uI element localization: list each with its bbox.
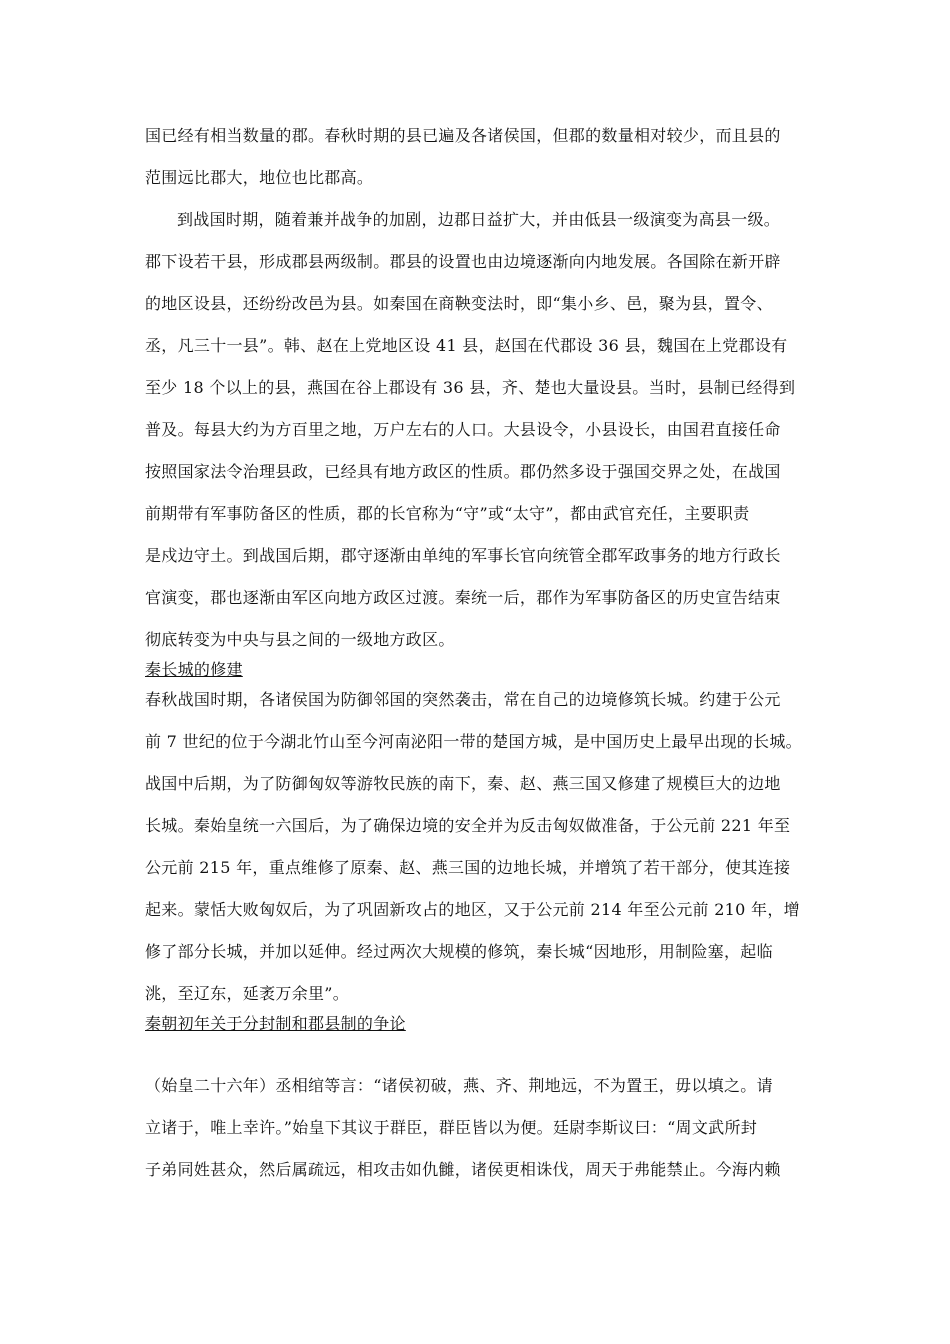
paragraph-line: （始皇二十六年）丞相绾等言：“诸侯初破，燕、齐、荆地远，不为置王，毋以填之。请 <box>145 1076 773 1095</box>
paragraph-line: 范围远比郡大，地位也比郡高。 <box>145 168 374 187</box>
section-heading: 秦长城的修建 <box>145 660 243 679</box>
paragraph-line: 的地区设县，还纷纷改邑为县。如秦国在商鞅变法时，即“集小乡、邑，聚为县，置令、 <box>145 294 773 313</box>
paragraph-line: 普及。每县大约为方百里之地，万户左右的人口。大县设令，小县设长，由国君直接任命 <box>145 420 781 439</box>
paragraph-line: 按照国家法令治理县政，已经具有地方政区的性质。郡仍然多设于强国交界之处，在战国 <box>145 462 781 481</box>
paragraph-line: 彻底转变为中央与县之间的一级地方政区。 <box>145 630 455 649</box>
paragraph-line: 立诸于，唯上幸许。”始皇下其议于群臣，群臣皆以为便。廷尉李斯议曰：“周文武所封 <box>145 1118 758 1137</box>
paragraph-line: 是戍边守土。到战国后期，郡守逐渐由单纯的军事长官向统管全郡军政事务的地方行政长 <box>145 546 781 565</box>
paragraph-line: 春秋战国时期，各诸侯国为防御邻国的突然袭击，常在自己的边境修筑长城。约建于公元 <box>145 690 781 709</box>
paragraph-line: 公元前 215 年，重点维修了原秦、赵、燕三国的边地长城，并增筑了若干部分，使其连接 <box>145 858 791 877</box>
paragraph-line: 郡下设若干县，形成郡县两级制。郡县的设置也由边境逐渐向内地发展。各国除在新开辟 <box>145 252 781 271</box>
paragraph-line: 至少 18 个以上的县，燕国在谷上郡设有 36 县，齐、楚也大量设县。当时，县制已经得到 <box>145 378 796 397</box>
paragraph-line: 子弟同姓甚众，然后属疏远，相攻击如仇雠，诸侯更相诛伐，周天于弗能禁止。今海内赖 <box>145 1160 781 1179</box>
paragraph-line: 起来。蒙恬大败匈奴后，为了巩固新攻占的地区，又于公元前 214 年至公元前 210 年，增 <box>145 900 800 919</box>
paragraph-line: 前期带有军事防备区的性质，郡的长官称为“守”或“太守”，都由武官充任，主要职责 <box>145 504 750 523</box>
paragraph-line: 丞，凡三十一县”。韩、赵在上党地区设 41 县，赵国在代郡设 36 县，魏国在上党郡设有 <box>145 336 788 355</box>
paragraph-line: 国已经有相当数量的郡。春秋时期的县已遍及各诸侯国，但郡的数量相对较少，而且县的 <box>145 126 781 145</box>
paragraph-line: 到战国时期，随着兼并战争的加剧，边郡日益扩大，并由低县一级演变为高县一级。 <box>177 210 781 229</box>
paragraph-line: 长城。秦始皇统一六国后，为了确保边境的安全并为反击匈奴做准备，于公元前 221 年至 <box>145 816 791 835</box>
section-heading: 秦朝初年关于分封制和郡县制的争论 <box>145 1014 406 1033</box>
paragraph-line: 修了部分长城，并加以延伸。经过两次大规模的修筑，秦长城“因地形，用制险塞，起临 <box>145 942 773 961</box>
paragraph-line: 前 7 世纪的位于今湖北竹山至今河南泌阳一带的楚国方城，是中国历史上最早出现的长城。 <box>145 732 802 751</box>
paragraph-line: 官演变，郡也逐渐由军区向地方政区过渡。秦统一后，郡作为军事防备区的历史宣告结束 <box>145 588 781 607</box>
paragraph-line: 战国中后期，为了防御匈奴等游牧民族的南下，秦、赵、燕三国又修建了规模巨大的边地 <box>145 774 781 793</box>
paragraph-line: 洮，至辽东，延袤万余里”。 <box>145 984 350 1003</box>
